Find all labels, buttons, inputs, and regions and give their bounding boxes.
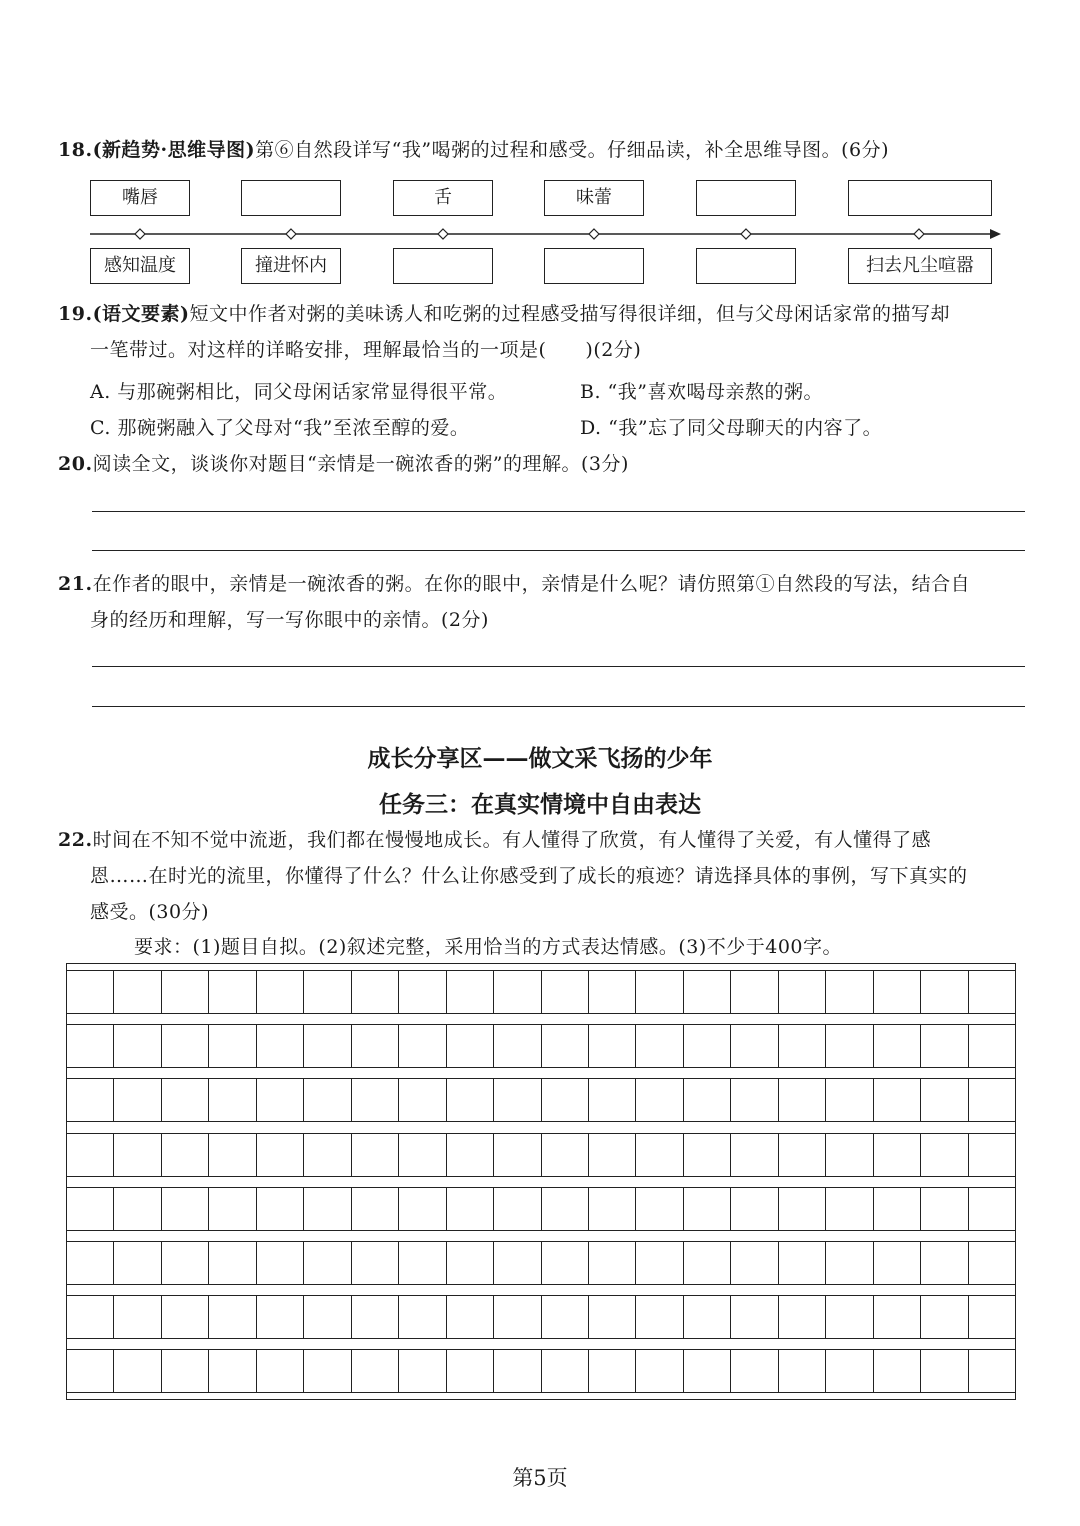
grid-cell[interactable] xyxy=(399,1296,446,1338)
grid-cell[interactable] xyxy=(209,1350,256,1392)
grid-cell[interactable] xyxy=(399,1188,446,1230)
grid-cell[interactable] xyxy=(257,1188,304,1230)
q21-number: 21. xyxy=(58,573,93,595)
q22-text-line2: 恩……在时光的流里，你懂得了什么？什么让你感受到了成长的痕迹？请选择具体的事例，写下真实的 xyxy=(90,865,968,887)
mind-map-top-box-6[interactable] xyxy=(848,180,992,216)
mind-map-top-box-3: 舌 xyxy=(393,180,493,216)
grid-cell[interactable] xyxy=(114,971,161,1013)
grid-cell[interactable] xyxy=(257,971,304,1013)
q19-option-a[interactable]: A. 与那碗粥相比，同父母闲话家常显得很平常。 xyxy=(90,381,508,403)
grid-cell[interactable] xyxy=(731,1242,778,1284)
grid-cell[interactable] xyxy=(874,1242,921,1284)
grid-cell[interactable] xyxy=(352,1025,399,1067)
grid-cell[interactable] xyxy=(209,1296,256,1338)
grid-cell[interactable] xyxy=(209,1188,256,1230)
grid-cell[interactable] xyxy=(684,1296,731,1338)
grid-cell[interactable] xyxy=(921,1242,968,1284)
grid-cell[interactable] xyxy=(447,1242,494,1284)
mind-map-bottom-box-1: 感知温度 xyxy=(90,248,190,284)
q20-answer-line-2[interactable] xyxy=(92,550,1025,551)
q21-text-line2: 身的经历和理解，写一写你眼中的亲情。(2分) xyxy=(90,609,489,631)
grid-cell[interactable] xyxy=(731,1188,778,1230)
section-title: 成长分享区——做文采飞扬的少年 xyxy=(367,745,713,772)
grid-cell[interactable] xyxy=(731,971,778,1013)
q18-tag: (新趋势·思维导图) xyxy=(92,139,256,161)
grid-cell[interactable] xyxy=(162,1079,209,1121)
grid-cell[interactable] xyxy=(542,1188,589,1230)
grid-cell[interactable] xyxy=(162,1242,209,1284)
grid-cell[interactable] xyxy=(494,1296,541,1338)
grid-cell[interactable] xyxy=(826,971,873,1013)
grid-cell[interactable] xyxy=(399,1134,446,1176)
mind-map-arrow-line xyxy=(85,224,1005,244)
grid-cell[interactable] xyxy=(589,1188,636,1230)
q22-requirement: 要求：(1)题目自拟。(2)叙述完整，采用恰当的方式表达情感。(3)不少于400字。 xyxy=(134,936,843,958)
grid-cell[interactable] xyxy=(447,1079,494,1121)
q19-text-line1: 短文中作者对粥的美味诱人和吃粥的过程感受描写得很详细，但与父母闲话家常的描写却 xyxy=(189,303,951,325)
grid-cell[interactable] xyxy=(969,1025,1015,1067)
grid-cell[interactable] xyxy=(874,971,921,1013)
grid-cell[interactable] xyxy=(826,1079,873,1121)
grid-cell[interactable] xyxy=(114,1242,161,1284)
grid-cell[interactable] xyxy=(684,1188,731,1230)
grid-cell[interactable] xyxy=(304,1025,351,1067)
grid-cell[interactable] xyxy=(67,1242,114,1284)
grid-cell[interactable] xyxy=(874,1134,921,1176)
grid-cell[interactable] xyxy=(399,1025,446,1067)
q18-text: 第⑥自然段详写“我”喝粥的过程和感受。仔细品读，补全思维导图。(6分) xyxy=(255,139,890,161)
q20-answer-line-1[interactable] xyxy=(92,511,1025,512)
grid-cell[interactable] xyxy=(921,1134,968,1176)
task-title: 任务三：在真实情境中自由表达 xyxy=(379,791,701,818)
grid-cell[interactable] xyxy=(542,1134,589,1176)
q22-prompt xyxy=(58,822,1033,930)
grid-cell[interactable] xyxy=(257,1296,304,1338)
grid-cell[interactable] xyxy=(921,1025,968,1067)
grid-cell[interactable] xyxy=(636,1188,683,1230)
grid-cell[interactable] xyxy=(447,1350,494,1392)
grid-cell[interactable] xyxy=(874,1296,921,1338)
grid-cell[interactable] xyxy=(731,1350,778,1392)
grid-cell[interactable] xyxy=(731,1296,778,1338)
grid-cell[interactable] xyxy=(589,1079,636,1121)
grid-cell[interactable] xyxy=(779,1134,826,1176)
grid-cell[interactable] xyxy=(304,1134,351,1176)
q19-number: 19. xyxy=(58,303,93,325)
grid-cell[interactable] xyxy=(304,1350,351,1392)
grid-cell[interactable] xyxy=(636,1079,683,1121)
grid-cell[interactable] xyxy=(636,1134,683,1176)
grid-cell[interactable] xyxy=(636,1350,683,1392)
grid-cell[interactable] xyxy=(304,1242,351,1284)
grid-cell[interactable] xyxy=(352,1350,399,1392)
grid-cell[interactable] xyxy=(542,1350,589,1392)
grid-row[interactable] xyxy=(67,1241,1015,1285)
grid-cell[interactable] xyxy=(969,1296,1015,1338)
grid-cell[interactable] xyxy=(684,1242,731,1284)
mind-map-top-box-2[interactable] xyxy=(241,180,341,216)
grid-cell[interactable] xyxy=(494,1242,541,1284)
grid-cell[interactable] xyxy=(542,1025,589,1067)
grid-cell[interactable] xyxy=(399,971,446,1013)
composition-grid[interactable] xyxy=(66,963,1016,1400)
grid-cell[interactable] xyxy=(826,1296,873,1338)
grid-cell[interactable] xyxy=(636,1242,683,1284)
grid-cell[interactable] xyxy=(779,1188,826,1230)
mind-map-bottom-box-3[interactable] xyxy=(393,248,493,284)
grid-cell[interactable] xyxy=(826,1025,873,1067)
grid-cell[interactable] xyxy=(67,1188,114,1230)
grid-cell[interactable] xyxy=(447,1188,494,1230)
grid-cell[interactable] xyxy=(779,1025,826,1067)
grid-cell[interactable] xyxy=(921,1188,968,1230)
grid-cell[interactable] xyxy=(779,971,826,1013)
q19-option-c[interactable]: C. 那碗粥融入了父母对“我”至浓至醇的爱。 xyxy=(90,417,470,439)
grid-cell[interactable] xyxy=(304,1188,351,1230)
grid-cell[interactable] xyxy=(304,1079,351,1121)
q19-option-d[interactable]: D. “我”忘了同父母聊天的内容了。 xyxy=(580,417,883,439)
grid-row[interactable] xyxy=(67,970,1015,1014)
grid-cell[interactable] xyxy=(352,1242,399,1284)
grid-cell[interactable] xyxy=(921,1296,968,1338)
grid-cell[interactable] xyxy=(589,1134,636,1176)
grid-cell[interactable] xyxy=(304,971,351,1013)
mind-map-top-box-4: 味蕾 xyxy=(544,180,644,216)
grid-cell[interactable] xyxy=(684,1350,731,1392)
grid-cell[interactable] xyxy=(209,1025,256,1067)
grid-cell[interactable] xyxy=(352,971,399,1013)
grid-cell[interactable] xyxy=(494,1134,541,1176)
q22-text-line3: 感受。(30分) xyxy=(90,901,210,923)
grid-cell[interactable] xyxy=(114,1188,161,1230)
grid-cell[interactable] xyxy=(257,1025,304,1067)
grid-cell[interactable] xyxy=(67,1350,114,1392)
grid-cell[interactable] xyxy=(67,1079,114,1121)
grid-cell[interactable] xyxy=(399,1079,446,1121)
grid-cell[interactable] xyxy=(304,1296,351,1338)
mind-map-bottom-box-4[interactable] xyxy=(544,248,644,284)
grid-cell[interactable] xyxy=(826,1242,873,1284)
grid-cell[interactable] xyxy=(162,1025,209,1067)
grid-cell[interactable] xyxy=(684,971,731,1013)
grid-cell[interactable] xyxy=(114,1025,161,1067)
grid-cell[interactable] xyxy=(209,971,256,1013)
grid-cell[interactable] xyxy=(542,1079,589,1121)
grid-cell[interactable] xyxy=(589,1242,636,1284)
grid-cell[interactable] xyxy=(874,1025,921,1067)
grid-cell[interactable] xyxy=(352,1134,399,1176)
grid-row[interactable] xyxy=(67,1078,1015,1122)
grid-cell[interactable] xyxy=(257,1242,304,1284)
grid-cell[interactable] xyxy=(731,1134,778,1176)
grid-cell[interactable] xyxy=(779,1242,826,1284)
grid-cell[interactable] xyxy=(921,1079,968,1121)
q19-text-line2: 一笔带过。对这样的详略安排，理解最恰当的一项是( )(2分) xyxy=(90,339,642,361)
grid-row[interactable] xyxy=(67,1349,1015,1393)
q20-number: 20. xyxy=(58,453,93,475)
grid-cell[interactable] xyxy=(874,1079,921,1121)
grid-cell[interactable] xyxy=(352,1296,399,1338)
grid-cell[interactable] xyxy=(257,1079,304,1121)
grid-cell[interactable] xyxy=(731,1079,778,1121)
grid-cell[interactable] xyxy=(399,1242,446,1284)
mind-map-bottom-box-6: 扫去凡尘喧嚣 xyxy=(848,248,992,284)
grid-row[interactable] xyxy=(67,1133,1015,1177)
grid-cell[interactable] xyxy=(542,971,589,1013)
grid-cell[interactable] xyxy=(494,1025,541,1067)
q20-prompt xyxy=(58,446,1033,482)
grid-cell[interactable] xyxy=(589,1296,636,1338)
grid-cell[interactable] xyxy=(447,1296,494,1338)
q21-prompt xyxy=(58,566,1033,638)
grid-cell[interactable] xyxy=(114,1134,161,1176)
grid-cell[interactable] xyxy=(67,1025,114,1067)
q21-answer-line-1[interactable] xyxy=(92,666,1025,667)
grid-cell[interactable] xyxy=(162,1188,209,1230)
mind-map-top-box-5[interactable] xyxy=(696,180,796,216)
grid-cell[interactable] xyxy=(447,1134,494,1176)
grid-cell[interactable] xyxy=(589,971,636,1013)
grid-cell[interactable] xyxy=(636,1296,683,1338)
grid-cell[interactable] xyxy=(209,1134,256,1176)
mind-map-bottom-box-2: 撞进怀内 xyxy=(241,248,341,284)
grid-cell[interactable] xyxy=(67,1296,114,1338)
grid-cell[interactable] xyxy=(399,1350,446,1392)
grid-cell[interactable] xyxy=(589,1025,636,1067)
grid-cell[interactable] xyxy=(779,1296,826,1338)
grid-cell[interactable] xyxy=(209,1242,256,1284)
grid-cell[interactable] xyxy=(494,1350,541,1392)
grid-cell[interactable] xyxy=(826,1350,873,1392)
grid-cell[interactable] xyxy=(731,1025,778,1067)
grid-cell[interactable] xyxy=(209,1079,256,1121)
grid-cell[interactable] xyxy=(257,1134,304,1176)
q19-prompt xyxy=(58,296,1033,368)
mind-map-bottom-box-5[interactable] xyxy=(696,248,796,284)
grid-cell[interactable] xyxy=(636,971,683,1013)
mind-map-top-box-1: 嘴唇 xyxy=(90,180,190,216)
grid-cell[interactable] xyxy=(162,971,209,1013)
grid-cell[interactable] xyxy=(969,1134,1015,1176)
q20-text: 阅读全文，谈谈你对题目“亲情是一碗浓香的粥”的理解。(3分) xyxy=(92,453,629,475)
grid-cell[interactable] xyxy=(494,1079,541,1121)
grid-cell[interactable] xyxy=(589,1350,636,1392)
grid-cell[interactable] xyxy=(874,1188,921,1230)
q21-text-line1: 在作者的眼中，亲情是一碗浓香的粥。在你的眼中，亲情是什么呢？请仿照第①自然段的写法，结合自 xyxy=(92,573,971,595)
grid-cell[interactable] xyxy=(114,1079,161,1121)
grid-row[interactable] xyxy=(67,1295,1015,1339)
grid-cell[interactable] xyxy=(874,1350,921,1392)
q18-number: 18. xyxy=(58,139,93,161)
grid-cell[interactable] xyxy=(542,1296,589,1338)
q22-text-line1: 时间在不知不觉中流逝，我们都在慢慢地成长。有人懂得了欣赏，有人懂得了关爱，有人懂得了感 xyxy=(92,829,932,851)
grid-cell[interactable] xyxy=(779,1079,826,1121)
grid-cell[interactable] xyxy=(162,1296,209,1338)
grid-cell[interactable] xyxy=(542,1242,589,1284)
grid-cell[interactable] xyxy=(969,971,1015,1013)
grid-cell[interactable] xyxy=(826,1188,873,1230)
q19-option-b[interactable]: B. “我”喜欢喝母亲熬的粥。 xyxy=(580,381,823,403)
page-number: 第5页 xyxy=(512,1466,568,1490)
grid-cell[interactable] xyxy=(969,1079,1015,1121)
grid-cell[interactable] xyxy=(684,1079,731,1121)
grid-cell[interactable] xyxy=(352,1188,399,1230)
grid-cell[interactable] xyxy=(684,1025,731,1067)
grid-cell[interactable] xyxy=(67,1134,114,1176)
q21-answer-line-2[interactable] xyxy=(92,706,1025,707)
q22-number: 22. xyxy=(58,829,93,851)
grid-row[interactable] xyxy=(67,1187,1015,1231)
grid-cell[interactable] xyxy=(352,1079,399,1121)
grid-cell[interactable] xyxy=(447,1025,494,1067)
grid-cell[interactable] xyxy=(826,1134,873,1176)
grid-cell[interactable] xyxy=(969,1242,1015,1284)
q19-tag: (语文要素) xyxy=(92,303,190,325)
grid-cell[interactable] xyxy=(684,1134,731,1176)
grid-cell[interactable] xyxy=(162,1350,209,1392)
grid-cell[interactable] xyxy=(494,971,541,1013)
grid-cell[interactable] xyxy=(779,1350,826,1392)
grid-cell[interactable] xyxy=(921,971,968,1013)
grid-cell[interactable] xyxy=(114,1350,161,1392)
grid-cell[interactable] xyxy=(114,1296,161,1338)
q18-prompt xyxy=(58,132,1033,168)
grid-cell[interactable] xyxy=(494,1188,541,1230)
grid-cell[interactable] xyxy=(67,971,114,1013)
grid-cell[interactable] xyxy=(162,1134,209,1176)
grid-cell[interactable] xyxy=(257,1350,304,1392)
grid-row[interactable] xyxy=(67,1024,1015,1068)
grid-cell[interactable] xyxy=(921,1350,968,1392)
grid-cell[interactable] xyxy=(636,1025,683,1067)
grid-cell[interactable] xyxy=(969,1350,1015,1392)
grid-cell[interactable] xyxy=(447,971,494,1013)
grid-cell[interactable] xyxy=(969,1188,1015,1230)
